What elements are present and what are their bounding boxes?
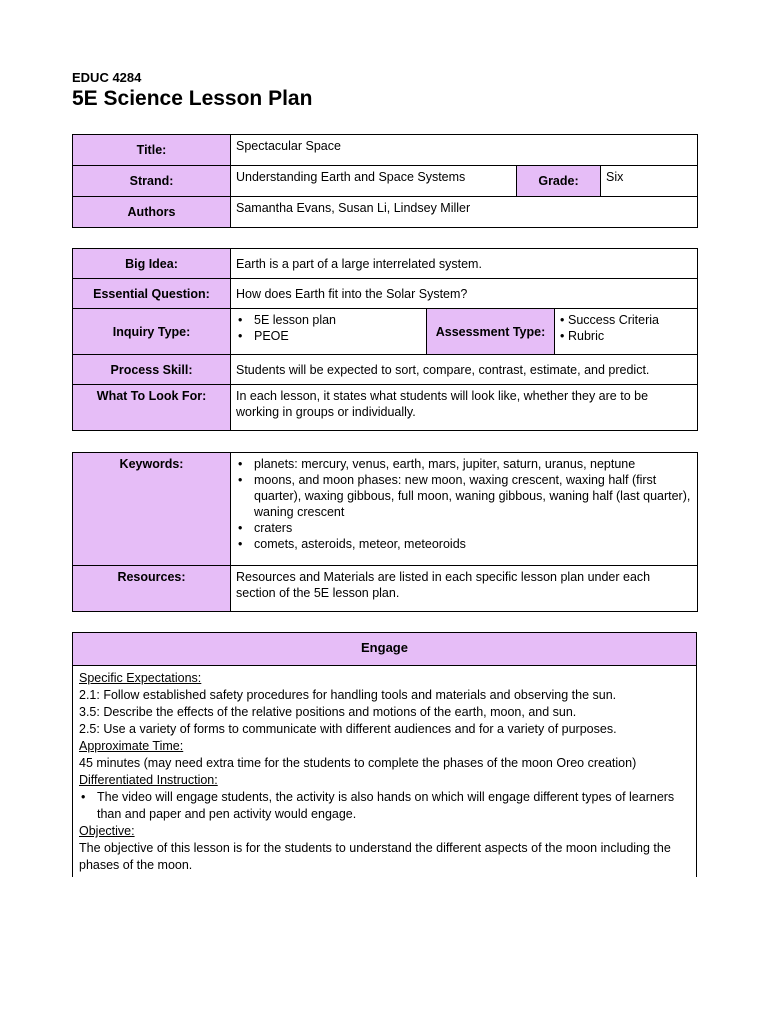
list-item: • comets, asteroids, meteor, meteoroids xyxy=(236,536,692,552)
list-item: • Rubric xyxy=(560,328,692,344)
essential-question-label: Essential Question: xyxy=(73,279,231,309)
time-heading: Approximate Time: xyxy=(79,739,184,753)
grade-value: Six xyxy=(601,166,698,197)
inquiry-type-value xyxy=(231,309,427,355)
list-item: • craters xyxy=(236,520,692,536)
look-for-row xyxy=(73,385,698,431)
keywords-table xyxy=(72,452,698,612)
authors-value: Samantha Evans, Susan Li, Lindsey Miller xyxy=(231,197,698,228)
list-item: • moons, and moon phases: new moon, waxing crescent, waxing half (first quarter), waxing gibbous, full moon, waning gibbous, waning half (last quarter), waning crescent xyxy=(236,472,692,520)
list-item: • 5E lesson plan xyxy=(236,312,421,328)
authors-row xyxy=(73,197,698,228)
big-idea-row xyxy=(73,249,698,279)
resources-value: Resources and Materials are listed in each specific lesson plan under each section of the 5E lesson plan. xyxy=(231,566,698,612)
info-table xyxy=(72,134,698,228)
assessment-type-value xyxy=(555,309,698,355)
process-skill-label: Process Skill: xyxy=(73,355,231,385)
inquiry-table xyxy=(72,248,698,431)
keywords-row xyxy=(73,453,698,566)
strand-row xyxy=(73,166,698,197)
keywords-list xyxy=(236,456,692,552)
page-header xyxy=(72,70,697,112)
engage-section xyxy=(72,632,697,877)
essential-question-row xyxy=(73,279,698,309)
process-skill-value: Students will be expected to sort, compare, contrast, estimate, and predict. xyxy=(231,355,698,385)
big-idea-value: Earth is a part of a large interrelated system. xyxy=(231,249,698,279)
assessment-type-list xyxy=(560,312,692,344)
expectation-item: 3.5: Describe the effects of the relative positions and motions of the earth, moon, and sun. xyxy=(79,705,577,719)
keywords-label: Keywords: xyxy=(73,453,231,566)
expectation-item: 2.1: Follow established safety procedures for handling tools and materials and observing the sun. xyxy=(79,688,617,702)
resources-row xyxy=(73,566,698,612)
title-value: Spectacular Space xyxy=(231,135,698,166)
list-item: • Success Criteria xyxy=(560,312,692,328)
engage-body xyxy=(73,666,696,878)
objective-heading: Objective: xyxy=(79,824,135,838)
big-idea-label: Big Idea: xyxy=(73,249,231,279)
list-item: • planets: mercury, venus, earth, mars, jupiter, saturn, uranus, neptune xyxy=(236,456,692,472)
inquiry-type-label: Inquiry Type: xyxy=(73,309,231,355)
essential-question-value: How does Earth fit into the Solar System? xyxy=(231,279,698,309)
time-value: 45 minutes (may need extra time for the students to complete the phases of the moon Oreo creation) xyxy=(79,756,637,770)
list-item: • PEOE xyxy=(236,328,421,344)
expectations-heading: Specific Expectations: xyxy=(79,671,202,685)
differentiated-heading: Differentiated Instruction: xyxy=(79,773,218,787)
resources-label: Resources: xyxy=(73,566,231,612)
inquiry-type-row xyxy=(73,309,698,355)
strand-value: Understanding Earth and Space Systems xyxy=(231,166,517,197)
document-title: 5E Science Lesson Plan xyxy=(72,87,313,110)
process-skill-row xyxy=(73,355,698,385)
objective-value: The objective of this lesson is for the students to understand the different aspects of the moon including the phases of the moon. xyxy=(79,841,671,872)
strand-label: Strand: xyxy=(73,166,231,197)
look-for-label: What To Look For: xyxy=(73,385,231,431)
grade-label: Grade: xyxy=(517,166,601,197)
authors-label: Authors xyxy=(73,197,231,228)
look-for-value: In each lesson, it states what students will look like, whether they are to be working in groups or individually. xyxy=(231,385,698,431)
course-code: EDUC 4284 xyxy=(72,70,142,85)
title-row xyxy=(73,135,698,166)
engage-heading: Engage xyxy=(73,633,696,666)
title-label: Title: xyxy=(73,135,231,166)
assessment-type-label: Assessment Type: xyxy=(427,309,555,355)
differentiated-item: • The video will engage students, the activity is also hands on which will engage different types of learners than and paper and pen activity would engage. xyxy=(79,789,690,823)
keywords-value xyxy=(231,453,698,566)
expectation-item: 2.5: Use a variety of forms to communicate with different audiences and for a variety of purposes. xyxy=(79,722,617,736)
inquiry-type-list xyxy=(236,312,421,344)
